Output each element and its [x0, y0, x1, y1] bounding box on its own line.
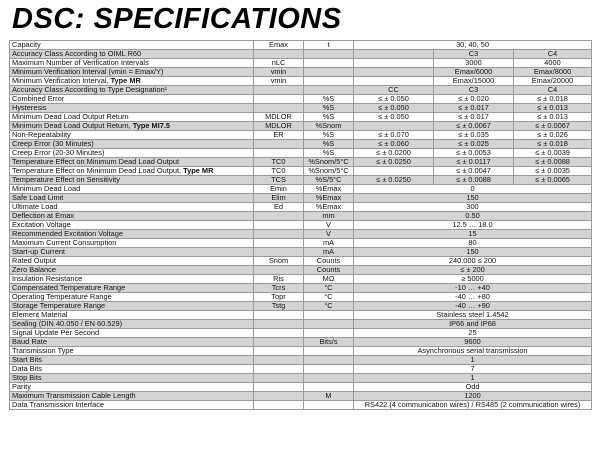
spec-label — [10, 77, 254, 86]
spec-symbol: Emax — [254, 41, 304, 50]
spec-unit — [304, 68, 354, 77]
spec-symbol — [254, 239, 304, 248]
spec-value-class-c4: ≤ ± 0.0088 — [514, 158, 592, 167]
spec-label: Signal Update Per Second — [10, 329, 254, 338]
spec-value: 150 — [354, 194, 592, 203]
spec-unit: %Emax — [304, 203, 354, 212]
spec-value: Asynchronous serial transmission — [354, 347, 592, 356]
spec-row — [10, 239, 592, 248]
spec-value: 9600 — [354, 338, 592, 347]
spec-value-class-cc — [354, 122, 434, 131]
spec-unit — [304, 320, 354, 329]
spec-value: ≥ 5000 — [354, 275, 592, 284]
spec-value-class-c4: ≤ ± 0.013 — [514, 113, 592, 122]
spec-value-class-c3: ≤ ± 0.025 — [434, 140, 514, 149]
spec-label: Non-Repeatability — [10, 131, 254, 140]
spec-unit: °C — [304, 302, 354, 311]
spec-value: 1200 — [354, 392, 592, 401]
spec-row — [10, 77, 592, 86]
spec-value: 12.5 … 18.0 — [354, 221, 592, 230]
spec-row — [10, 365, 592, 374]
spec-label: Parity — [10, 383, 254, 392]
spec-symbol — [254, 311, 304, 320]
spec-symbol: vmin — [254, 77, 304, 86]
spec-unit — [304, 356, 354, 365]
spec-symbol: MDLOR — [254, 113, 304, 122]
spec-value: Stainless steel 1.4542 — [354, 311, 592, 320]
spec-label: Compensated Temperature Range — [10, 284, 254, 293]
spec-value-class-c3: ≤ ± 0.0088 — [434, 176, 514, 185]
spec-row — [10, 194, 592, 203]
spec-value: -40 … +80 — [354, 293, 592, 302]
spec-unit: Counts — [304, 266, 354, 275]
spec-value-class-cc — [354, 77, 434, 86]
spec-symbol — [254, 356, 304, 365]
spec-unit — [304, 347, 354, 356]
spec-label: Creep Error (30 Minutes) — [10, 140, 254, 149]
spec-row — [10, 320, 592, 329]
spec-symbol: Snom — [254, 257, 304, 266]
spec-row — [10, 149, 592, 158]
spec-value-class-c4: ≤ ± 0.0067 — [514, 122, 592, 131]
spec-row — [10, 59, 592, 68]
spec-label: Temperature Effect on Sensitivity — [10, 176, 254, 185]
spec-row — [10, 50, 592, 59]
spec-value-class-cc: ≤ ± 0.050 — [354, 95, 434, 104]
spec-label: Storage Temperature Range — [10, 302, 254, 311]
spec-label: Maximum Current Consumption — [10, 239, 254, 248]
spec-row — [10, 257, 592, 266]
spec-row — [10, 266, 592, 275]
spec-value: -10 … +40 — [354, 284, 592, 293]
spec-row — [10, 41, 592, 50]
page-title: DSC: SPECIFICATIONS — [12, 3, 342, 35]
spec-value-class-c3: ≤ ± 0.0117 — [434, 158, 514, 167]
spec-label-type: Type MI7.5 — [130, 121, 171, 131]
spec-value-class-c4: ≤ ± 0.018 — [514, 95, 592, 104]
spec-symbol — [254, 212, 304, 221]
spec-unit: °C — [304, 293, 354, 302]
spec-label: Element Material — [10, 311, 254, 320]
spec-value: 150 — [354, 248, 592, 257]
spec-row — [10, 275, 592, 284]
spec-symbol — [254, 374, 304, 383]
spec-value-class-cc: ≤ ± 0.050 — [354, 113, 434, 122]
spec-label: Excitation Voltage — [10, 221, 254, 230]
spec-symbol: nLC — [254, 59, 304, 68]
spec-label: Deflection at Emax — [10, 212, 254, 221]
spec-value-class-c3: ≤ ± 0.017 — [434, 104, 514, 113]
spec-label: Minimum Verification Interval (vmin = Emax/Y) — [10, 68, 254, 77]
spec-label-type: Type MR — [181, 166, 214, 176]
spec-label: Rated Output — [10, 257, 254, 266]
spec-label: Hysteresis — [10, 104, 254, 113]
spec-symbol: TC0 — [254, 167, 304, 176]
spec-label: Ultimate Load — [10, 203, 254, 212]
spec-symbol — [254, 221, 304, 230]
spec-value-class-cc: ≤ ± 0.070 — [354, 131, 434, 140]
spec-unit: V — [304, 221, 354, 230]
spec-label: Accuracy Class According to OIML R60 — [10, 50, 254, 59]
spec-row — [10, 329, 592, 338]
spec-symbol — [254, 266, 304, 275]
spec-unit — [304, 86, 354, 95]
spec-value: RS422 (4 communication wires) / RS485 (2 communication wires) — [354, 401, 592, 410]
spec-value-class-c3: ≤ ± 0.0053 — [434, 149, 514, 158]
spec-row — [10, 176, 592, 185]
spec-unit: %Snom/5°C — [304, 167, 354, 176]
spec-label: Maximum Transmission Cable Length — [10, 392, 254, 401]
spec-symbol — [254, 392, 304, 401]
spec-unit — [304, 50, 354, 59]
spec-value-class-cc: ≤ ± 0.0250 — [354, 158, 434, 167]
spec-label — [10, 122, 254, 131]
spec-value: Odd — [354, 383, 592, 392]
spec-value: 7 — [354, 365, 592, 374]
spec-unit — [304, 311, 354, 320]
spec-symbol: Tstg — [254, 302, 304, 311]
spec-label: Transmission Type — [10, 347, 254, 356]
spec-symbol — [254, 50, 304, 59]
spec-unit: %Snom — [304, 122, 354, 131]
spec-unit: %S/5°C — [304, 176, 354, 185]
spec-unit: %S — [304, 104, 354, 113]
spec-symbol: TCS — [254, 176, 304, 185]
spec-label: Capacity — [10, 41, 254, 50]
spec-value-class-cc — [354, 50, 434, 59]
spec-row — [10, 131, 592, 140]
spec-value: 15 — [354, 230, 592, 239]
spec-row — [10, 284, 592, 293]
spec-value: 300 — [354, 203, 592, 212]
spec-value-class-c3: Emax/15000 — [434, 77, 514, 86]
spec-value-class-c4: ≤ ± 0.018 — [514, 140, 592, 149]
spec-row — [10, 104, 592, 113]
spec-value: 25 — [354, 329, 592, 338]
spec-unit: °C — [304, 284, 354, 293]
spec-symbol: Tcrs — [254, 284, 304, 293]
spec-value-class-c3: Emax/6000 — [434, 68, 514, 77]
spec-row — [10, 383, 592, 392]
specifications-table-body — [10, 41, 592, 410]
spec-unit: %Snom/5°C — [304, 158, 354, 167]
spec-value-class-c4: C4 — [514, 86, 592, 95]
spec-label: Creep Error (20-30 Minutes) — [10, 149, 254, 158]
spec-value-class-c4: Emax/20000 — [514, 77, 592, 86]
spec-label: Data Bits — [10, 365, 254, 374]
spec-unit: %S — [304, 149, 354, 158]
spec-symbol: Topr — [254, 293, 304, 302]
spec-unit: Bits/s — [304, 338, 354, 347]
spec-symbol: Ris — [254, 275, 304, 284]
spec-symbol: Elim — [254, 194, 304, 203]
spec-label: Minimum Dead Load Output Return — [10, 113, 254, 122]
spec-value: 1 — [354, 356, 592, 365]
spec-value-class-c3: C3 — [434, 50, 514, 59]
spec-row — [10, 401, 592, 410]
spec-value-class-cc: ≤ ± 0.060 — [354, 140, 434, 149]
spec-label: Temperature Effect on Minimum Dead Load Output — [10, 158, 254, 167]
spec-value-class-c4: C4 — [514, 50, 592, 59]
spec-label-type: Type MR — [108, 76, 141, 86]
spec-unit — [304, 77, 354, 86]
spec-label: Accuracy Class According to Type Designation¹ — [10, 86, 254, 95]
spec-unit: mm — [304, 212, 354, 221]
spec-row — [10, 86, 592, 95]
spec-value-class-cc: ≤ ± 0.0250 — [354, 176, 434, 185]
spec-value-class-c4: ≤ ± 0.026 — [514, 131, 592, 140]
spec-row — [10, 302, 592, 311]
spec-row — [10, 392, 592, 401]
spec-value-class-c4: Emax/8000 — [514, 68, 592, 77]
spec-row — [10, 374, 592, 383]
spec-value-class-c3: ≤ ± 0.035 — [434, 131, 514, 140]
spec-label: Start-up Current — [10, 248, 254, 257]
spec-value: 0.50 — [354, 212, 592, 221]
spec-value: 80 — [354, 239, 592, 248]
spec-row — [10, 122, 592, 131]
spec-label-text: Minimum Dead Load Output Return, — [12, 121, 131, 131]
spec-symbol — [254, 338, 304, 347]
spec-label: Minimum Dead Load — [10, 185, 254, 194]
spec-unit — [304, 383, 354, 392]
spec-value-class-cc — [354, 68, 434, 77]
spec-label: Stop Bits — [10, 374, 254, 383]
spec-label: Start Bits — [10, 356, 254, 365]
spec-value-class-c3: ≤ ± 0.0067 — [434, 122, 514, 131]
spec-value-class-c3: ≤ ± 0.017 — [434, 113, 514, 122]
spec-symbol — [254, 140, 304, 149]
spec-unit: %S — [304, 140, 354, 149]
spec-unit: %Emax — [304, 185, 354, 194]
spec-unit: mA — [304, 239, 354, 248]
spec-label: Recommended Excitation Voltage — [10, 230, 254, 239]
spec-symbol — [254, 401, 304, 410]
spec-symbol: MDLOR — [254, 122, 304, 131]
spec-unit: %S — [304, 131, 354, 140]
spec-value-class-c4: ≤ ± 0.0039 — [514, 149, 592, 158]
spec-unit: %Emax — [304, 194, 354, 203]
spec-symbol — [254, 95, 304, 104]
specifications-table — [9, 40, 592, 410]
spec-value-class-cc: CC — [354, 86, 434, 95]
spec-unit: t — [304, 41, 354, 50]
spec-label-text: Minimum Verification Interval, — [12, 76, 109, 86]
spec-symbol: Ed — [254, 203, 304, 212]
spec-label: Combined Error — [10, 95, 254, 104]
spec-value: 0 — [354, 185, 592, 194]
spec-value: 240.000 ≤ 200 — [354, 257, 592, 266]
spec-label: Operating Temperature Range — [10, 293, 254, 302]
spec-value-class-c3: C3 — [434, 86, 514, 95]
spec-row — [10, 230, 592, 239]
spec-row — [10, 293, 592, 302]
spec-row — [10, 185, 592, 194]
spec-unit — [304, 329, 354, 338]
spec-row — [10, 347, 592, 356]
spec-row — [10, 311, 592, 320]
spec-symbol: Emin — [254, 185, 304, 194]
spec-value-class-cc — [354, 167, 434, 176]
spec-label: Baud Rate — [10, 338, 254, 347]
spec-unit — [304, 365, 354, 374]
spec-label: Data Transmission Interface — [10, 401, 254, 410]
spec-label-text: Temperature Effect on Minimum Dead Load Output, — [12, 166, 182, 176]
spec-value-class-c4: ≤ ± 0.0065 — [514, 176, 592, 185]
spec-value: 30, 40, 50 — [354, 41, 592, 50]
spec-label: Zero Balance — [10, 266, 254, 275]
spec-symbol — [254, 347, 304, 356]
spec-symbol — [254, 365, 304, 374]
spec-value-class-cc — [354, 59, 434, 68]
spec-symbol — [254, 320, 304, 329]
spec-value: IP66 and IP68 — [354, 320, 592, 329]
spec-row — [10, 212, 592, 221]
spec-symbol: ER — [254, 131, 304, 140]
spec-value-class-c3: ≤ ± 0.0047 — [434, 167, 514, 176]
spec-label: Maximum Number of Verification Intervals — [10, 59, 254, 68]
spec-value-class-c4: ≤ ± 0.013 — [514, 104, 592, 113]
spec-label: Sealing (DIN 40.050 / EN 60.529) — [10, 320, 254, 329]
spec-symbol — [254, 230, 304, 239]
spec-unit: V — [304, 230, 354, 239]
spec-value: 1 — [354, 374, 592, 383]
spec-row — [10, 203, 592, 212]
spec-value-class-c3: 3000 — [434, 59, 514, 68]
spec-row — [10, 338, 592, 347]
spec-unit — [304, 59, 354, 68]
spec-symbol — [254, 248, 304, 257]
spec-value: -40 … +90 — [354, 302, 592, 311]
spec-symbol: vmin — [254, 68, 304, 77]
spec-unit: %S — [304, 95, 354, 104]
spec-symbol — [254, 383, 304, 392]
spec-row — [10, 68, 592, 77]
spec-symbol — [254, 149, 304, 158]
spec-row — [10, 158, 592, 167]
spec-value-class-cc: ≤ ± 0.050 — [354, 104, 434, 113]
spec-unit: Counts — [304, 257, 354, 266]
spec-symbol: TC0 — [254, 158, 304, 167]
spec-row — [10, 248, 592, 257]
spec-row — [10, 113, 592, 122]
spec-unit — [304, 374, 354, 383]
spec-label: Safe Load Limit — [10, 194, 254, 203]
spec-row — [10, 221, 592, 230]
spec-value-class-c3: ≤ ± 0.020 — [434, 95, 514, 104]
spec-unit — [304, 401, 354, 410]
spec-value-class-c4: 4000 — [514, 59, 592, 68]
spec-symbol — [254, 86, 304, 95]
spec-value: ≤ ± 200 — [354, 266, 592, 275]
spec-label — [10, 167, 254, 176]
spec-row — [10, 140, 592, 149]
spec-unit: MΩ — [304, 275, 354, 284]
spec-symbol — [254, 104, 304, 113]
spec-label: Insulation Resistance — [10, 275, 254, 284]
spec-value-class-cc: ≤ ± 0.0200 — [354, 149, 434, 158]
spec-row — [10, 167, 592, 176]
spec-unit: %S — [304, 113, 354, 122]
spec-unit: mA — [304, 248, 354, 257]
spec-symbol — [254, 329, 304, 338]
spec-row — [10, 356, 592, 365]
spec-row — [10, 95, 592, 104]
spec-unit: M — [304, 392, 354, 401]
spec-value-class-c4: ≤ ± 0.0035 — [514, 167, 592, 176]
